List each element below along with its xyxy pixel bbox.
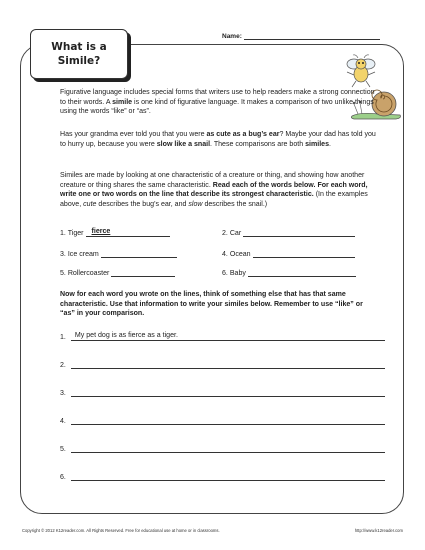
intro-italic: cute bbox=[83, 200, 97, 208]
intro-text: (In the examples above, bbox=[60, 191, 368, 208]
word-label: 4. Ocean bbox=[222, 251, 251, 258]
intro-bold: Read each of the words below. For each word, write one or two words on the line that describe its strongest characteristic. bbox=[60, 181, 368, 199]
word-item-ocean bbox=[222, 249, 355, 258]
simile-row-1 bbox=[60, 332, 385, 341]
word-answer-line[interactable] bbox=[86, 228, 170, 237]
simile-number: 6. bbox=[60, 474, 66, 481]
word-label: 6. Baby bbox=[222, 270, 246, 277]
intro-bold: simile bbox=[112, 98, 133, 106]
intro-bold: as cute as a bug’s ear bbox=[206, 131, 280, 138]
worksheet-title-text: What is a Simile? bbox=[51, 41, 107, 67]
intro-text: describes the snail.) bbox=[202, 200, 268, 208]
simile-instructions: Now for each word you wrote on the lines, think of something else that has that same characteristic. Use that information to write your similes below. Remember to use “like” or “as” in your comparison. bbox=[60, 291, 363, 318]
simile-row-2 bbox=[60, 360, 385, 369]
simile-number: 4. bbox=[60, 418, 66, 425]
simile-answer-line[interactable] bbox=[71, 444, 385, 453]
word-item-baby bbox=[222, 268, 356, 277]
name-field bbox=[222, 33, 380, 40]
intro-text: describes the bug’s ear, and bbox=[96, 200, 189, 208]
simile-number: 3. bbox=[60, 390, 66, 397]
intro-text: is one kind of figurative language. It makes a comparison of two unlike things using the words “like” or “as”. bbox=[60, 98, 374, 116]
word-answer-line[interactable] bbox=[248, 268, 356, 277]
word-answer-line[interactable] bbox=[253, 249, 355, 258]
intro-text: Figurative language includes special forms that writers use to help readers make a strong connection to their words. A bbox=[60, 89, 375, 106]
intro-bold: similes bbox=[305, 140, 330, 148]
simile-row-5 bbox=[60, 444, 385, 453]
simile-row-4 bbox=[60, 416, 385, 425]
word-answer-line[interactable] bbox=[243, 228, 355, 237]
simile-answer-line[interactable] bbox=[71, 416, 385, 425]
intro-text: Similes are made by looking at one characteristic of a creature or thing, and showing how another creature or thing shares the same characteristic. bbox=[60, 172, 365, 189]
simile-answer-line[interactable] bbox=[71, 360, 385, 369]
intro-text: Has your grandma ever told you that you were bbox=[60, 131, 207, 138]
intro-italic: slow bbox=[188, 200, 203, 208]
name-line[interactable] bbox=[244, 33, 380, 40]
word-item-ice-cream bbox=[60, 249, 177, 258]
simile-answer: My pet dog is as fierce as a tiger. bbox=[74, 332, 178, 339]
simile-number: 5. bbox=[60, 446, 66, 453]
intro-text: . These comparisons are both bbox=[210, 140, 306, 148]
simile-answer-line[interactable] bbox=[71, 388, 385, 397]
word-answer-line[interactable] bbox=[111, 268, 175, 277]
intro-paragraph-2 bbox=[60, 130, 380, 149]
intro-paragraph-3 bbox=[60, 171, 380, 209]
intro-text: . bbox=[329, 140, 331, 148]
copyright-footer: Copyright © 2012 K12reader.com. All Rights Reserved. Free for educational use at home or in classrooms. bbox=[22, 528, 220, 533]
intro-bold: slow like a snail bbox=[156, 140, 211, 148]
word-answer: fierce bbox=[91, 228, 111, 235]
simile-row-3 bbox=[60, 388, 385, 397]
word-label: 3. Ice cream bbox=[60, 251, 99, 258]
bug-icon bbox=[347, 55, 375, 87]
word-item-car bbox=[222, 228, 355, 237]
intro-paragraph-1 bbox=[60, 88, 380, 117]
simile-row-6 bbox=[60, 472, 385, 481]
word-item-tiger bbox=[60, 228, 170, 237]
simile-answer-line[interactable] bbox=[71, 332, 385, 341]
worksheet-title bbox=[30, 29, 128, 79]
word-label: 5. Rollercoaster bbox=[60, 270, 110, 277]
word-label: 1. Tiger bbox=[60, 230, 84, 237]
intro-text: ? Maybe your dad has told you to hurry up, because you were bbox=[60, 131, 376, 148]
simile-number: 2. bbox=[60, 362, 66, 369]
simile-number: 1. bbox=[60, 334, 66, 341]
word-label: 2. Car bbox=[222, 230, 242, 237]
word-item-rollercoaster bbox=[60, 268, 175, 277]
simile-answer-line[interactable] bbox=[71, 472, 385, 481]
site-url-footer[interactable]: http://www.k12reader.com bbox=[354, 528, 403, 533]
word-answer-line[interactable] bbox=[101, 249, 177, 258]
name-label: Name: bbox=[222, 33, 242, 40]
